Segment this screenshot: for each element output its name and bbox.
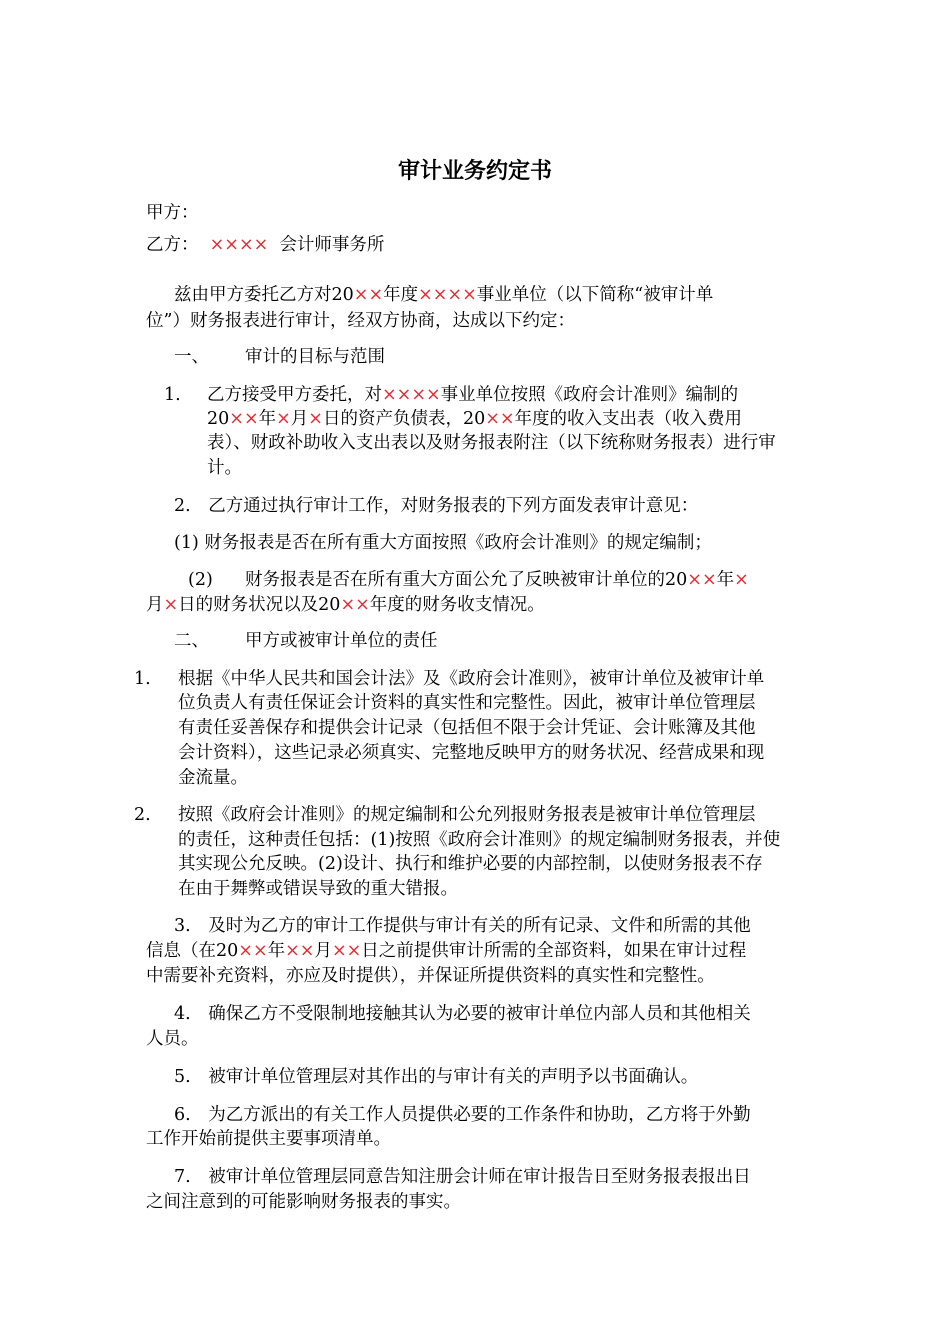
placeholder-mark: ×××× — [418, 285, 477, 305]
text-run: 月 — [290, 409, 309, 429]
placeholder-mark: × — [163, 595, 179, 615]
list-item-text — [146, 938, 746, 964]
text-run: 年 — [716, 570, 735, 590]
list-number: 2. — [134, 805, 151, 825]
list-item-text — [146, 592, 545, 618]
list-item-text: 人员。 — [146, 1029, 199, 1049]
list-item-text: 7. 被审计单位管理层同意告知注册会计师在审计报告日至财务报表报出日 — [174, 1167, 751, 1187]
placeholder-mark: ×××× — [209, 235, 269, 255]
placeholder-mark: × — [276, 409, 291, 429]
text-run: 信息（在20 — [146, 941, 239, 961]
section-2-heading: 甲方或被审计单位的责任 — [245, 631, 438, 651]
list-item-text: 表）、财政补助收入支出表以及财务报表附注（以下统称财务报表）进行审 — [207, 433, 776, 453]
text-run: 20 — [207, 409, 230, 429]
text-run: 年 — [258, 409, 277, 429]
placeholder-mark: ×× — [238, 941, 268, 961]
list-item-text — [207, 406, 742, 432]
text-run: 事业单位（以下简称“被审计单 — [476, 285, 714, 305]
list-item-text: 计。 — [207, 458, 242, 478]
list-number: 1. — [164, 385, 181, 405]
text-run: 年度的财务收支情况。 — [369, 595, 545, 615]
text-run: 月 — [146, 595, 164, 615]
placeholder-mark: × — [734, 570, 749, 590]
list-item-text: 中需要补充资料，亦应及时提供），并保证所提供资料的真实性和完整性。 — [146, 966, 715, 986]
list-item-text: 按照《政府会计准则》的规定编制和公允列报财务报表是被审计单位管理层 — [178, 805, 756, 825]
text-run: 财务报表是否在所有重大方面公允了反映被审计单位的20 — [245, 570, 688, 590]
section-1-heading: 审计的目标与范围 — [245, 347, 385, 367]
list-item-text: 的责任，这种责任包括：(1)按照《政府会计准则》的规定编制财务报表，并使 — [178, 830, 781, 850]
list-item-text: 其实现公允反映。(2)设计、执行和维护必要的内部控制，以使财务报表不存 — [178, 854, 763, 874]
list-item-text: 金流量。 — [178, 768, 248, 788]
placeholder-mark: ×× — [340, 595, 370, 615]
placeholder-mark: ×× — [687, 570, 717, 590]
intro-paragraph-cont: 位”）财务报表进行审计，经双方协商，达成以下约定： — [146, 311, 575, 331]
placeholder-mark: ×× — [229, 409, 259, 429]
list-number: 1. — [134, 669, 151, 689]
text-run: 年度 — [383, 285, 419, 305]
list-item-text: 6. 为乙方派出的有关工作人员提供必要的工作条件和协助，乙方将于外勤 — [174, 1105, 751, 1125]
list-item-text: 有责任妥善保存和提供会计记录（包括但不限于会计凭证、会计账簿及其他 — [178, 718, 756, 738]
text-run: 乙方接受甲方委托，对 — [207, 385, 382, 405]
text-run: 日的财务状况以及20 — [178, 595, 341, 615]
text-run: 日之前提供审计所需的全部资料，如果在审计过程 — [361, 941, 747, 961]
placeholder-mark: ×× — [485, 409, 515, 429]
list-item-text: 3. 及时为乙方的审计工作提供与审计有关的所有记录、文件和所需的其他 — [174, 916, 751, 936]
list-item-text: 在由于舞弊或错误导致的重大错报。 — [178, 879, 458, 899]
party-b-name: 会计师事务所 — [279, 235, 385, 255]
placeholder-mark: ×××× — [382, 385, 441, 405]
text-run: 年度的收入支出表（收入费用 — [514, 409, 743, 429]
section-2-number: 二、 — [174, 631, 209, 651]
list-item-text: 位负责人有责任保证会计资料的真实性和完整性。因此，被审计单位管理层 — [178, 693, 756, 713]
party-b-line — [146, 232, 384, 258]
intro-paragraph — [174, 282, 713, 308]
list-item-text: 会计资料），这些记录必须真实、完整地反映甲方的财务状况、经营成果和现 — [178, 743, 765, 763]
placeholder-mark: ×× — [353, 285, 384, 305]
party-a-line: 甲方： — [146, 203, 199, 223]
list-item-text: 根据《中华人民共和国会计法》及《政府会计准则》，被审计单位及被审计单 — [178, 669, 765, 689]
placeholder-mark: ×× — [331, 941, 362, 961]
party-b-label: 乙方： — [146, 235, 199, 255]
list-item-text: (1) 财务报表是否在所有重大方面按照《政府会计准则》的规定编制； — [174, 533, 712, 553]
list-item-text — [207, 382, 738, 408]
text-run: 日的资产负债表，20 — [322, 409, 486, 429]
text-run: 兹由甲方委托乙方对20 — [174, 285, 354, 305]
placeholder-mark: × — [308, 409, 323, 429]
placeholder-mark: ×× — [285, 941, 315, 961]
list-item-text: 2. 乙方通过执行审计工作，对财务报表的下列方面发表审计意见： — [174, 496, 699, 516]
document-title: 审计业务约定书 — [397, 158, 552, 184]
list-item-text: 之间注意到的可能影响财务报表的事实。 — [146, 1192, 461, 1212]
list-item-text: 4. 确保乙方不受限制地接触其认为必要的被审计单位内部人员和其他相关 — [174, 1004, 751, 1024]
section-1-number: 一、 — [174, 347, 209, 367]
text-run: 年 — [267, 941, 286, 961]
list-item-text: 工作开始前提供主要事项清单。 — [146, 1129, 391, 1149]
text-run: 月 — [314, 941, 332, 961]
list-item-text — [245, 567, 749, 593]
list-number: (2) — [188, 570, 213, 590]
list-item-text: 5. 被审计单位管理层对其作出的与审计有关的声明予以书面确认。 — [174, 1067, 699, 1087]
text-run: 事业单位按照《政府会计准则》编制的 — [440, 385, 739, 405]
